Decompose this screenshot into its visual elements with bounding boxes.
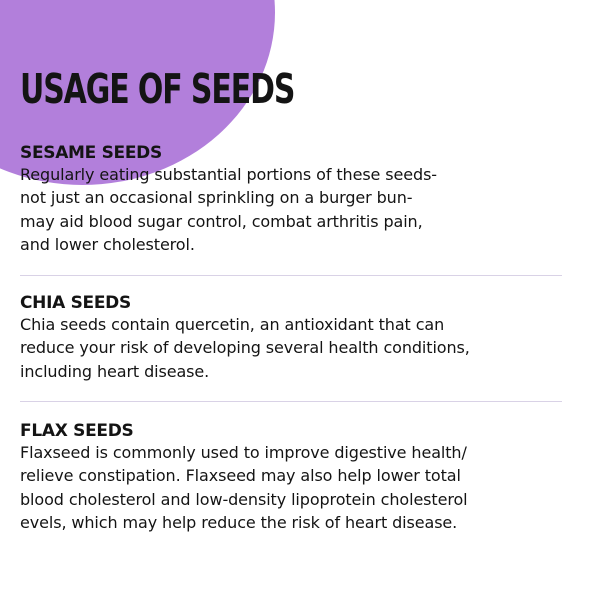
body-line: not just an occasional sprinkling on a burger bun- [20,188,413,208]
body-line: and lower cholesterol. [20,235,195,255]
body-line: Chia seeds contain quercetin, an antioxidant that can [20,315,445,334]
section-heading: SESAME SEEDS [20,143,162,163]
body-line: Regularly eating substantial portions of these seeds- [20,165,437,184]
body-line: relieve constipation. Flaxseed may also help lower total [20,466,461,486]
section-sesame-seeds [20,143,580,257]
body-line: Flaxseed is commonly used to improve digestive health/ [20,443,467,462]
body-line: may aid blood sugar control, combat arthritis pain, [20,211,423,231]
section-chia-seeds [20,293,580,383]
section-divider [20,275,562,276]
section-divider [20,401,562,402]
section-heading: FLAX SEEDS [20,421,134,441]
page-title: USAGE OF SEEDS [20,65,295,113]
body-line: blood cholesterol and low-density lipoprotein cholesterol [20,489,468,509]
section-heading: CHIA SEEDS [20,293,131,313]
section-flax-seeds [20,421,580,535]
body-line: reduce your risk of developing several health conditions, [20,338,470,358]
body-line: including heart disease. [20,361,210,381]
body-line: evels, which may help reduce the risk of heart disease. [20,513,458,533]
